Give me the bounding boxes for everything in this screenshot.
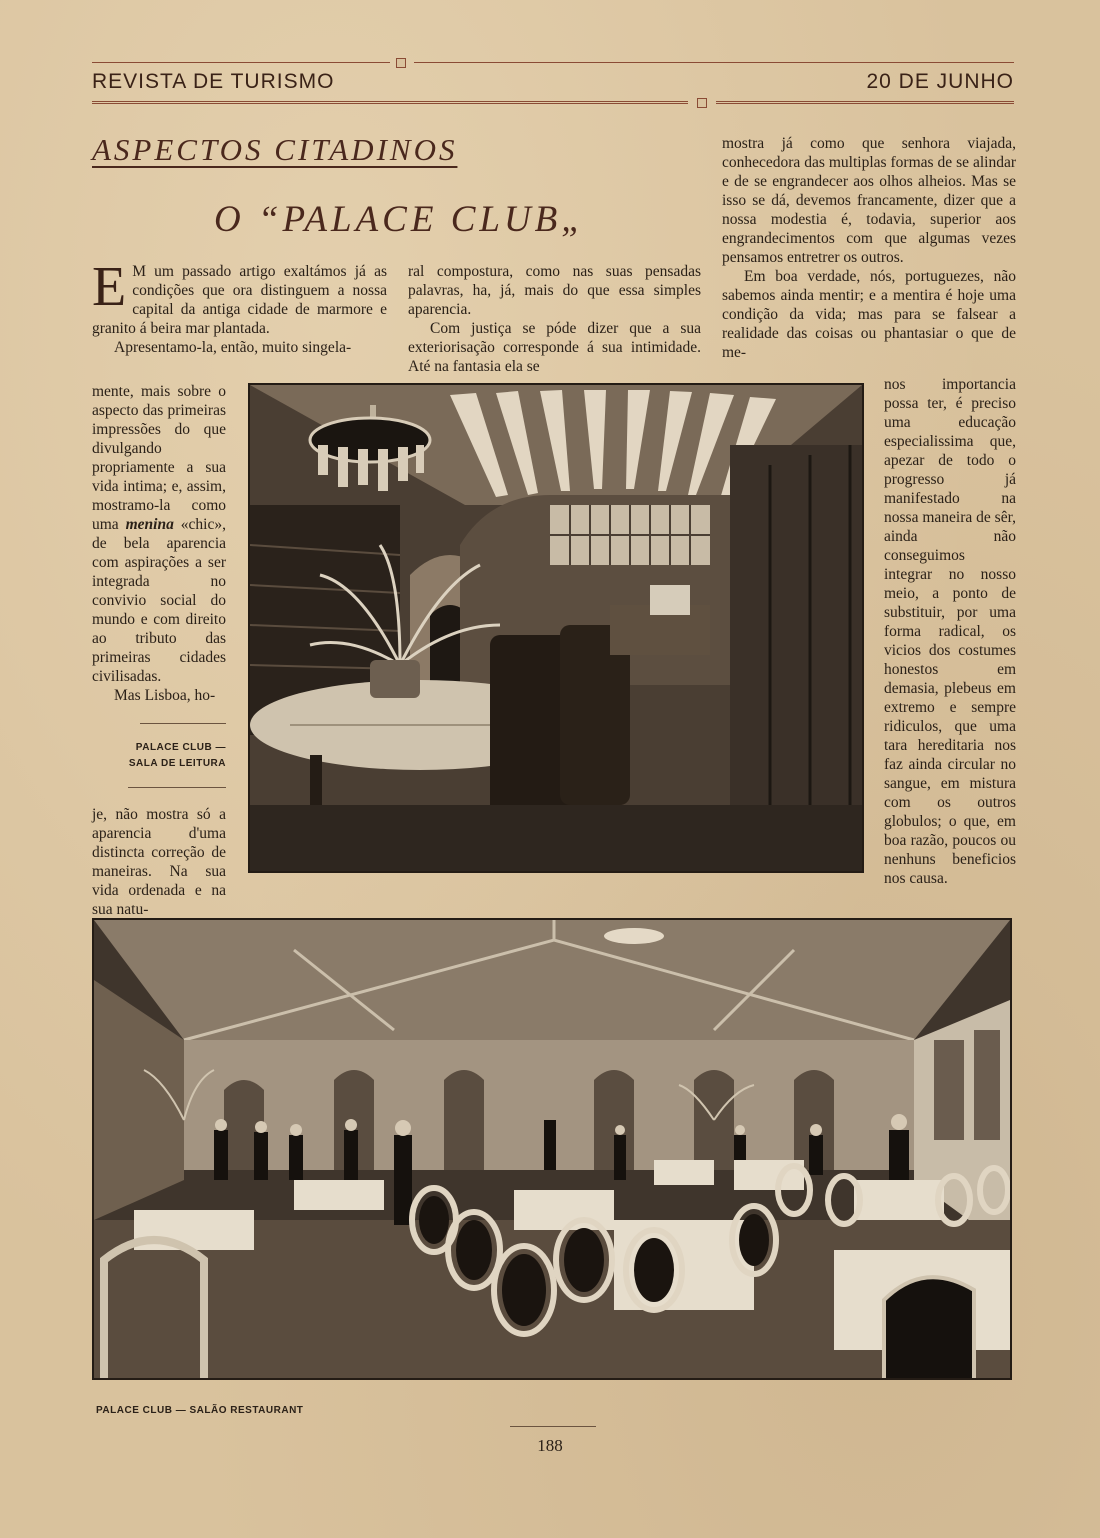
paragraph-2-start: Apresentamo-la, então, muito singela- [114, 339, 352, 356]
col3-paragraph-1: mostra já como que senhora viajada, conhecedora das multiplas formas de se alindar e de se engrandecer aos olhos alheios. Mas se isso se dá, devemos francamente, dizer que a nossa modestia é, todavia, superior aos engrandecimentos com que algumas vezes pensamos entretrer os outros. [722, 135, 1016, 266]
reading-room-image [250, 385, 862, 871]
col2-paragraph-2: Com justiça se póde dizer que a sua exteriorisação corresponde á sua intimidade. Até na fantasia ela se [408, 320, 701, 375]
drop-cap: E [92, 256, 127, 318]
header-top-rule-left [92, 62, 390, 63]
header-ornament-top [396, 58, 406, 68]
caption-rule-bottom [128, 787, 226, 788]
article-title: O “PALACE CLUB„ [214, 199, 586, 240]
section-title: ASPECTOS CITADINOS [92, 132, 458, 167]
page-number: 188 [537, 1436, 563, 1455]
caption-reading-room: PALACE CLUB — SALA DE LEITURA [128, 742, 226, 769]
column-1-bottom [92, 805, 226, 919]
header-ornament-bottom [697, 98, 707, 108]
photo-reading-room [248, 383, 864, 873]
paragraph-2-continued: mente, mais sobre o aspecto das primeiras impressões do que divulgando propriamente a sua vida intima; e, assim, mostramo-la como uma [92, 383, 226, 533]
column-3 [722, 134, 1016, 362]
column-1-narrow: mente, mais sobre o aspecto das primeiras impressões do que divulgando propriamente a sua vida intima; e, assim, mostramo-la como uma menina «chic», de bela aparencia com aspirações a ser integrada no convivio social do mundo e com direito ao tributo das primeiras cidades civilisadas. Mas Lisboa, ho- [92, 383, 226, 704]
paragraph-intro: E M um passado artigo exaltámos já as condições que ora distinguem a nossa capital da antiga cidade de marmore e granito á beira mar plantada. [92, 256, 387, 337]
caption-restaurant: PALACE CLUB — SALÃO RESTAURANT [96, 1405, 304, 1416]
header-top-rule-right [414, 62, 1014, 63]
paragraph-3: Mas Lisboa, ho- [114, 687, 216, 704]
magazine-title: REVISTA DE TURISMO [92, 70, 335, 93]
issue-date: 20 DE JUNHO [866, 70, 1014, 93]
paragraph-4: je, não mostra só a aparencia d'uma distincta correção de maneiras. Na sua vida ordenada e na sua natu- [92, 806, 226, 918]
header-bottom-rule-right [716, 101, 1014, 104]
caption-rule [140, 723, 226, 724]
restaurant-image [94, 920, 1010, 1378]
col3-paragraph-2: Em boa verdade, nós, portuguezes, não sabemos ainda mentir; e a mentira é hoje uma condição da vida; mas para se falsear a realidade das coisas ou phantasiar o que de me- [722, 268, 1016, 361]
col2-paragraph-1: ral compostura, como nas suas pensadas palavras, ha, já, mais do que essa simples aparencia. [408, 263, 701, 318]
column-2 [408, 262, 701, 376]
photo-restaurant [92, 918, 1012, 1380]
footer-rule [510, 1426, 596, 1427]
column-1-top [92, 256, 387, 357]
emphasis-menina: menina [125, 516, 174, 533]
col3-paragraph-2-continued: nos importancia possa ter, é preciso uma educação especialissima que, apezar de todo o progresso já manifestado na nossa maneira de sêr, ainda não conseguimos integrar no nosso meio, a ponto de substituir, por uma forma radical, os vicios dos costumes honestos em demasia, plebeus em extremo e sempre ridiculos, que uma tara hereditaria nos faz ainda circular no sangue, em mistura com os outros globulos; o que, em boa razão, poucos ou nenhuns beneficios nos causa. [884, 376, 1016, 887]
header-bottom-rule-left [92, 101, 688, 104]
column-3-narrow [884, 375, 1016, 888]
